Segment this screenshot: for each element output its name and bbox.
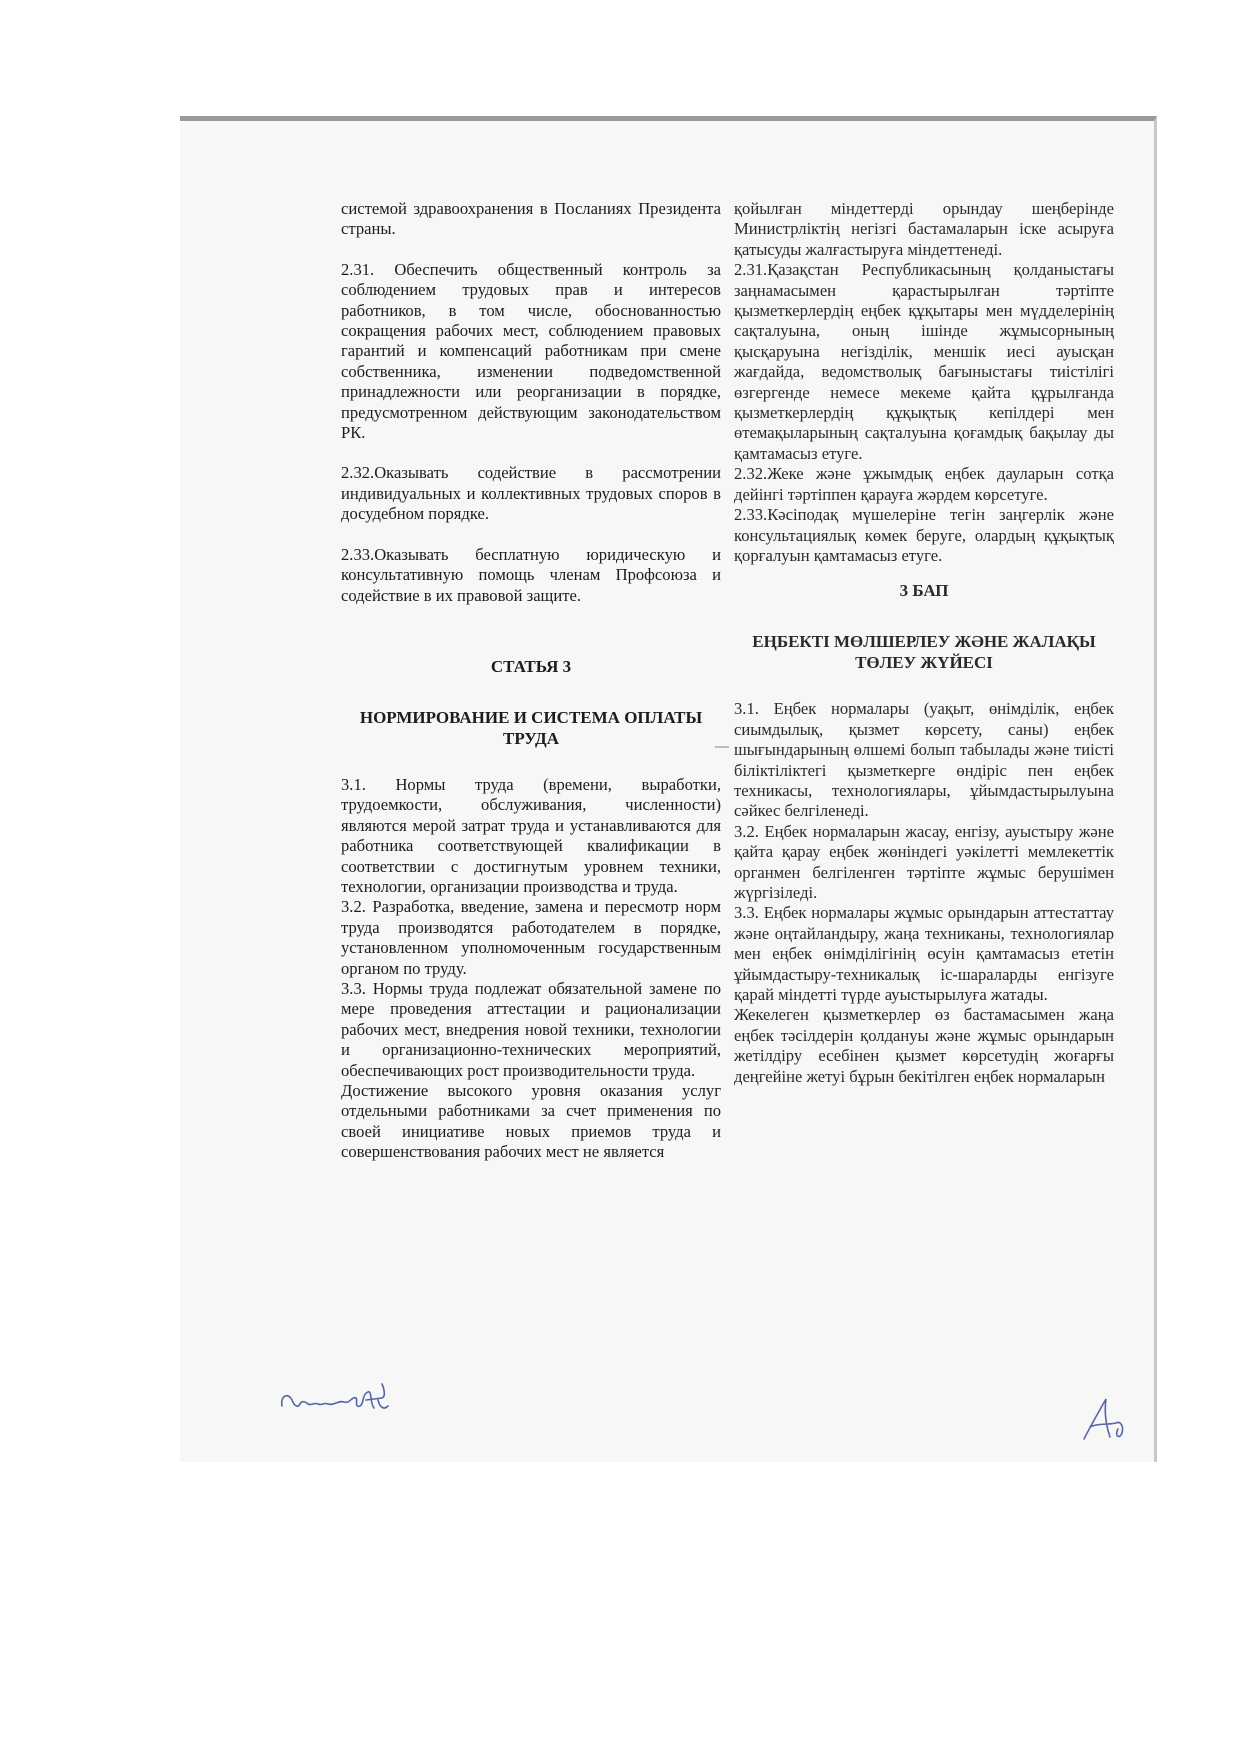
clause-3-3: 3.3. Нормы труда подлежат обязательной замене по мере проведения аттестации и рационализации рабочих мест, внедрения новой техники, технологии и организационно-технических мероприятий, обеспечивающих рост производительности труда. [341, 978, 721, 1080]
clause-3-1: 3.1. Нормы труда (времени, выработки, трудоемкости, обслуживания, численности) являются мерой затрат труда и устанавливаются для работника соответствующей квалификации в соответствии с достигнутым уровнем техники, технологии, организации производства и труда. [341, 774, 721, 896]
clause-2-32: 2.32.Оказывать содействие в рассмотрении индивидуальных и коллективных трудовых споров в досудебном порядке. [341, 463, 721, 524]
clause-3-2: 3.2. Разработка, введение, замена и пересмотр норм труда производятся работодателем в порядке, установленном уполномоченным государственным органом по труду. [341, 897, 721, 978]
kazakh-column [734, 199, 1114, 1087]
clause-2-33: 2.33.Кәсіподақ мүшелеріне тегін заңгерлік және консультациялық көмек беруге, олардың құқықтық қорғалуын қамтамасыз етуге. [734, 505, 1114, 565]
article-title: СТАТЬЯ 3 [490, 656, 572, 676]
article-title: 3 БАП [899, 581, 949, 601]
clause-3-1: 3.1. Еңбек нормалары (уақыт, өнімділік, еңбек сиымдылық, қызмет көрсету, саны) еңбек шығындарының өлшемі болып табылады және тиісті біліктіліктегі қызметкерге өндіріс пен еңбек техникасы, технологиялары, ұйымдастырылуына сәйкес белгіленеді. [734, 699, 1114, 821]
clause-2-32: 2.32.Жеке және ұжымдық еңбек дауларын сотқа дейінгі тәртіппен қарауға жәрдем көрсетуге. [734, 464, 1114, 504]
article-heading: НОРМИРОВАНИЕ И СИСТЕМА ОПЛАТЫ ТРУДА [359, 707, 703, 748]
clause-2-31: 2.31.Қазақстан Республикасының қолданыстағы заңнамасымен қарастырылған тәртіпте қызметкерлердің еңбек құқытары мен мүдделерінің сақталуына, оның ішінде жұмысорнының қысқаруына негізділік, меншік иесі ауысқан жағдайда, ведомстволық бағыныстағы тиістілігі өзгергенде немесе мекеме қайта құрылғанда қызметкерлердің құқықтық кепілдері мен өтемақыларының сақталуына қоғамдық бақылау ды қамтамасыз етуге. [734, 260, 1114, 463]
paragraph: Достижение высокого уровня оказания услуг отдельными работниками за счет применения по своей инициативе новых приемов труда и совершенствования рабочих мест не является [341, 1081, 721, 1162]
clause-2-33: 2.33.Оказывать бесплатную юридическую и консультативную помощь членам Профсоюза и содействие в их правовой защите. [341, 544, 721, 605]
scan-mark [715, 746, 729, 748]
signature-left [278, 1378, 398, 1418]
clause-2-31: 2.31. Обеспечить общественный контроль за соблюдением трудовых прав и интересов работников, в том числе, обоснованностью сокращения рабочих мест, соблюдением правовых гарантий и компенсаций работникам при смене собственника, изменении подведомственной принадлежности или реорганизации в порядке, предусмотренном действующим законодательством РК. [341, 259, 721, 443]
clause-3-3: 3.3. Еңбек нормалары жұмыс орындарын аттестаттау және оңтайландыру, жаңа техниканы, технологиялар мен еңбек өнімділігінің өсуін қамтамасыз ететін ұйымдастыру-техникалық іс-шараларды енгізуге қарай міндетті түрде ауыстырылуға жатады. [734, 903, 1114, 1004]
russian-column [341, 199, 721, 1163]
paragraph: Жекелеген қызметкерлер өз бастамасымен жаңа еңбек тәсілдерін қолдануы және жұмыс орындарын жетілдіру есебінен қызмет көрсетудің жоғарғы деңгейіне жетуі бұрын бекітілген еңбек нормаларын [734, 1005, 1114, 1086]
paragraph-continuation: системой здравоохранения в Посланиях Президента страны. [341, 199, 721, 239]
clause-3-2: 3.2. Еңбек нормаларын жасау, енгізу, ауыстыру және қайта қарау еңбек жөніндегі уәкілетті мемлекеттік органмен белгіленген тәртіпте жұмыс берушімен жүргізіледі. [734, 821, 1114, 902]
paragraph-continuation: қойылған міндеттерді орындау шеңберінде Министрліктің негізгі бастамаларын іске асыруға қатысуды жалғастыруға міндеттенеді. [734, 199, 1114, 259]
article-heading: ЕҢБЕКТІ МӨЛШЕРЛЕУ ЖӘНЕ ЖАЛАҚЫ ТӨЛЕУ ЖҮЙЕСІ [752, 632, 1096, 673]
initials-right [1080, 1395, 1130, 1445]
